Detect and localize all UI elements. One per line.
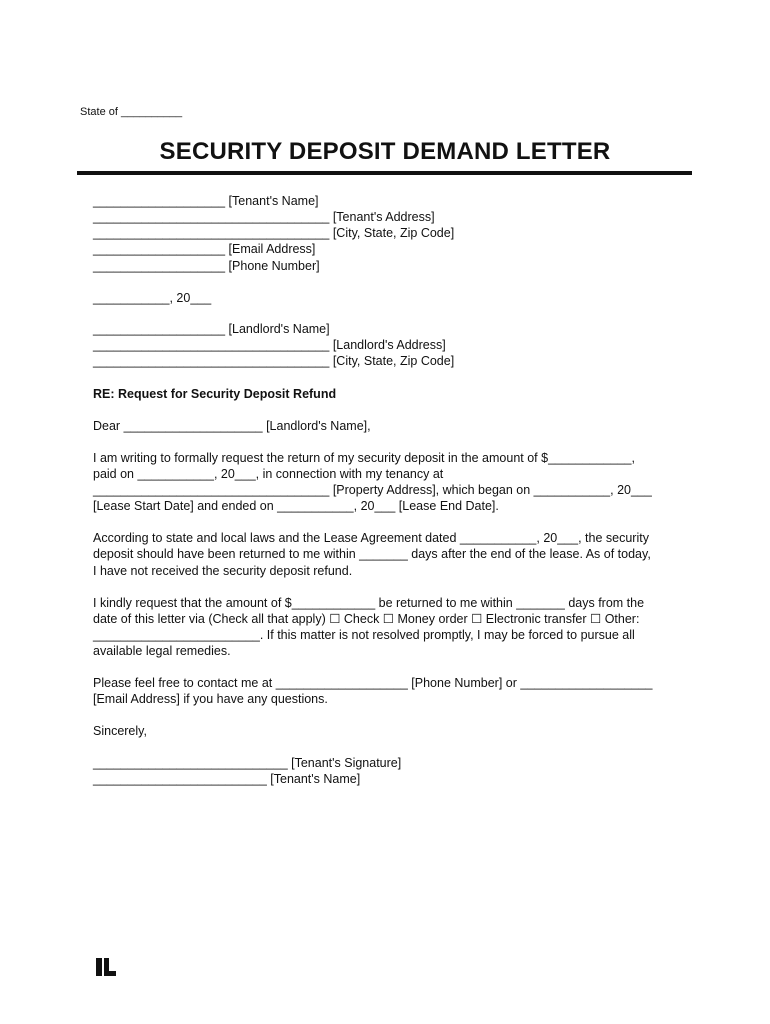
paragraph2-line: deposit should have been returned to me within _______ days after the end of the lease. As of today, xyxy=(93,547,651,561)
document-title: SECURITY DEPOSIT DEMAND LETTER xyxy=(159,138,611,165)
paragraph1-line: __________________________________ [Property Address], which began on ___________, 20___ xyxy=(93,483,652,497)
paragraph2-line: According to state and local laws and the Lease Agreement dated ___________, 20___, the security xyxy=(93,531,649,545)
salutation: Dear ____________________ [Landlord's Name], xyxy=(93,419,371,433)
tenant-name-line: ___________________ [Tenant's Name] xyxy=(93,194,319,208)
paragraph1-line: paid on ___________, 20___, in connection with my tenancy at xyxy=(93,467,444,481)
paragraph4-line: [Email Address] if you have any questions. xyxy=(93,692,328,706)
tenant-email-line: ___________________ [Email Address] xyxy=(93,242,316,256)
landlord-address-line: __________________________________ [Landlord's Address] xyxy=(93,338,446,352)
paragraph2-line: I have not received the security deposit refund. xyxy=(93,564,353,578)
paragraph3-line: ________________________. If this matter is not resolved promptly, I may be forced to pursue all xyxy=(93,628,635,642)
tenant-printed-name-line: _________________________ [Tenant's Name] xyxy=(93,772,361,786)
paragraph3-line: date of this letter via (Check all that apply) ☐ Check ☐ Money order ☐ Electronic transfer ☐ Other: xyxy=(93,612,640,626)
paragraph4-line: Please feel free to contact me at ___________________ [Phone Number] or ___________________ xyxy=(93,676,653,690)
landlord-name-line: ___________________ [Landlord's Name] xyxy=(93,322,330,336)
tenant-phone-line: ___________________ [Phone Number] xyxy=(93,259,320,273)
paragraph1-line: [Lease Start Date] and ended on ___________, 20___ [Lease End Date]. xyxy=(93,499,499,513)
state-line: State of __________ xyxy=(80,106,183,118)
tenant-signature-line: ____________________________ [Tenant's Signature] xyxy=(93,756,402,770)
tenant-address-line: __________________________________ [Tenant's Address] xyxy=(93,210,435,224)
landlord-city-line: __________________________________ [City, State, Zip Code] xyxy=(93,354,455,368)
closing: Sincerely, xyxy=(93,724,147,738)
paragraph1-line: I am writing to formally request the return of my security deposit in the amount of $____________, xyxy=(93,451,635,465)
re-line: RE: Request for Security Deposit Refund xyxy=(93,387,337,401)
paragraph3-line: available legal remedies. xyxy=(93,644,231,658)
paragraph3-line: I kindly request that the amount of $____________ be returned to me within _______ days from the xyxy=(93,596,645,610)
date-line: ___________, 20___ xyxy=(93,291,212,305)
tenant-city-line: __________________________________ [City, State, Zip Code] xyxy=(93,226,455,240)
legal-templates-logo-icon xyxy=(96,958,116,976)
title-divider xyxy=(77,171,692,175)
